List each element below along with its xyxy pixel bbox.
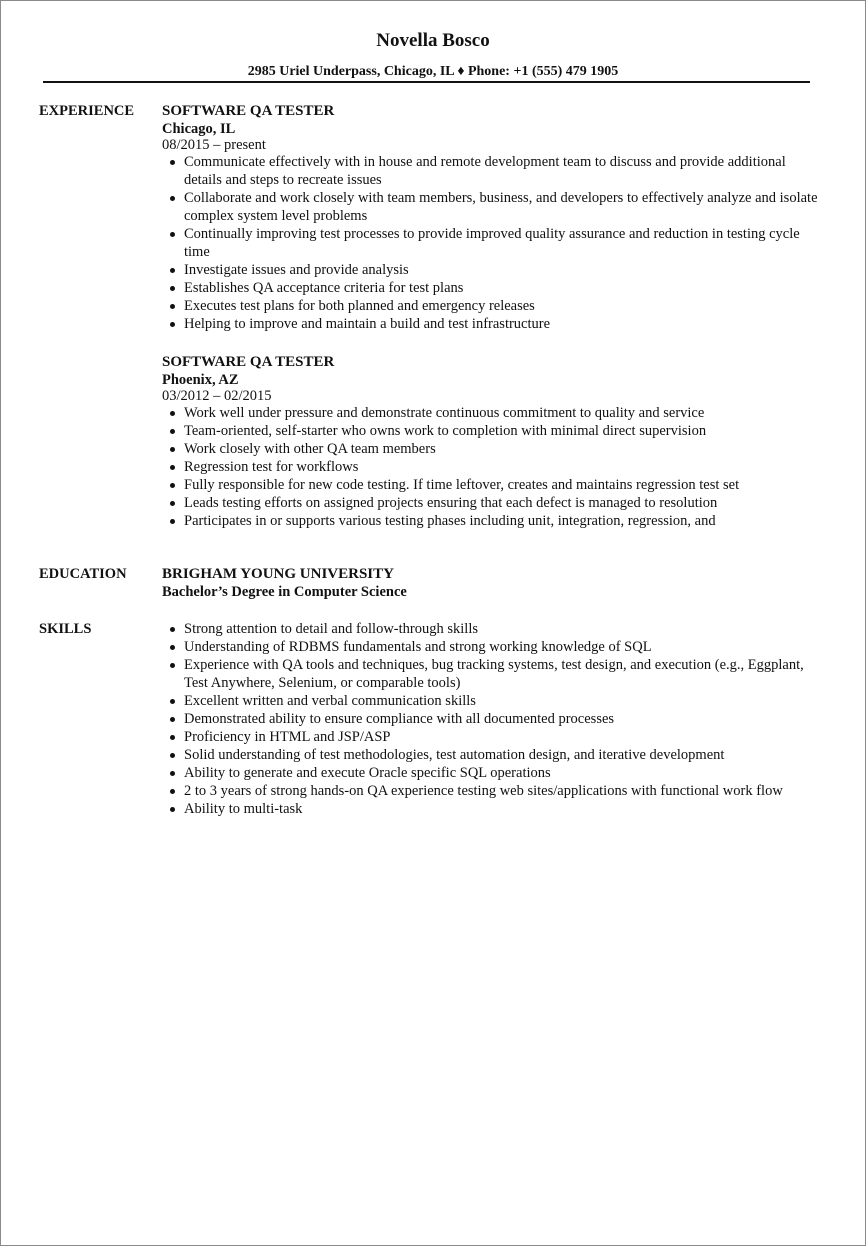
skill-text: Proficiency in HTML and JSP/ASP: [184, 729, 391, 745]
bullet-icon: [170, 322, 175, 327]
bullet-icon: [170, 304, 175, 309]
skill-text: Ability to multi-task: [184, 801, 303, 817]
experience-body: [162, 102, 825, 550]
job-entry: [162, 102, 825, 333]
duty-text: Fully responsible for new code testing. If time leftover, creates and maintains regression test set: [184, 477, 740, 493]
list-item: [162, 261, 825, 279]
bullet-icon: [170, 160, 175, 165]
list-item: [162, 279, 825, 297]
duty-text: Investigate issues and provide analysis: [184, 262, 409, 278]
bullet-icon: [170, 268, 175, 273]
list-item: [162, 746, 825, 764]
bullet-icon: [170, 501, 175, 506]
list-item: [162, 422, 825, 440]
list-item: [162, 638, 825, 656]
list-item: [162, 656, 825, 692]
list-item: [162, 315, 825, 333]
job-title: SOFTWARE QA TESTER: [162, 103, 335, 119]
skill-text: Understanding of RDBMS fundamentals and strong working knowledge of SQL: [184, 639, 652, 655]
bullet-icon: [170, 232, 175, 237]
skill-text: 2 to 3 years of strong hands-on QA experience testing web sites/applications with functional work flow: [184, 783, 783, 799]
skill-text: Demonstrated ability to ensure compliance with all documented processes: [184, 711, 615, 727]
duty-text: Continually improving test processes to provide improved quality assurance and reduction in testing cycle time: [184, 226, 800, 260]
list-item: [162, 782, 825, 800]
list-item: [162, 440, 825, 458]
job-duties-list: [162, 404, 825, 530]
bullet-icon: [170, 483, 175, 488]
bullet-icon: [170, 286, 175, 291]
list-item: [162, 225, 825, 261]
bullet-icon: [170, 627, 175, 632]
candidate-name: Novella Bosco: [376, 30, 490, 51]
bullet-icon: [170, 753, 175, 758]
school-name: BRIGHAM YOUNG UNIVERSITY: [162, 566, 394, 582]
skills-list: [162, 620, 825, 818]
duty-text: Establishes QA acceptance criteria for test plans: [184, 280, 464, 296]
job-dates: 08/2015 – present: [162, 137, 266, 153]
skill-text: Experience with QA tools and techniques, bug tracking systems, test design, and execution (e.g., Eggplant, Test Anywhere, Selenium, or comparable tools): [184, 657, 804, 691]
job-entry: [162, 353, 825, 530]
list-item: [162, 404, 825, 422]
bullet-icon: [170, 735, 175, 740]
list-item: [162, 512, 825, 530]
job-title: SOFTWARE QA TESTER: [162, 354, 335, 370]
bullet-icon: [170, 699, 175, 704]
list-item: [162, 476, 825, 494]
job-duties-list: [162, 153, 825, 333]
duty-text: Communicate effectively with in house and remote development team to discuss and provide additional details and steps to recreate issues: [184, 154, 786, 188]
duty-text: Work well under pressure and demonstrate continuous commitment to quality and service: [184, 405, 705, 421]
bullet-icon: [170, 519, 175, 524]
list-item: [162, 494, 825, 512]
duty-text: Work closely with other QA team members: [184, 441, 436, 457]
skill-text: Excellent written and verbal communication skills: [184, 693, 476, 709]
experience-heading: EXPERIENCE: [39, 103, 135, 119]
list-item: [162, 764, 825, 782]
bullet-icon: [170, 771, 175, 776]
duty-text: Collaborate and work closely with team members, business, and developers to effectively analyze and isolate complex system level problems: [184, 190, 818, 224]
skills-body: [162, 620, 825, 818]
skills-heading: SKILLS: [39, 621, 92, 637]
education-heading: EDUCATION: [39, 566, 127, 582]
education-body: [162, 565, 825, 601]
list-item: [162, 189, 825, 225]
bullet-icon: [170, 196, 175, 201]
duty-text: Participates in or supports various testing phases including unit, integration, regression, and: [184, 513, 716, 529]
bullet-icon: [170, 465, 175, 470]
skill-text: Strong attention to detail and follow-through skills: [184, 621, 478, 637]
header-divider: [43, 81, 810, 83]
bullet-icon: [170, 447, 175, 452]
bullet-icon: [170, 807, 175, 812]
list-item: [162, 153, 825, 189]
degree-name: Bachelor’s Degree in Computer Science: [162, 584, 407, 600]
list-item: [162, 800, 825, 818]
duty-text: Regression test for workflows: [184, 459, 359, 475]
bullet-icon: [170, 663, 175, 668]
list-item: [162, 728, 825, 746]
list-item: [162, 458, 825, 476]
duty-text: Executes test plans for both planned and emergency releases: [184, 298, 535, 314]
bullet-icon: [170, 411, 175, 416]
list-item: [162, 297, 825, 315]
contact-line: 2985 Uriel Underpass, Chicago, IL ♦ Phone: +1 (555) 479 1905: [247, 64, 619, 79]
skill-text: Solid understanding of test methodologies, test automation design, and iterative development: [184, 747, 725, 763]
job-location: Chicago, IL: [162, 121, 236, 137]
list-item: [162, 710, 825, 728]
duty-text: Leads testing efforts on assigned projects ensuring that each defect is managed to resolution: [184, 495, 718, 511]
bullet-icon: [170, 429, 175, 434]
skill-text: Ability to generate and execute Oracle specific SQL operations: [184, 765, 551, 781]
job-dates: 03/2012 – 02/2015: [162, 388, 272, 404]
bullet-icon: [170, 789, 175, 794]
bullet-icon: [170, 717, 175, 722]
list-item: [162, 620, 825, 638]
list-item: [162, 692, 825, 710]
bullet-icon: [170, 645, 175, 650]
job-location: Phoenix, AZ: [162, 372, 239, 388]
duty-text: Team-oriented, self-starter who owns work to completion with minimal direct supervision: [184, 423, 707, 439]
duty-text: Helping to improve and maintain a build and test infrastructure: [184, 316, 551, 332]
